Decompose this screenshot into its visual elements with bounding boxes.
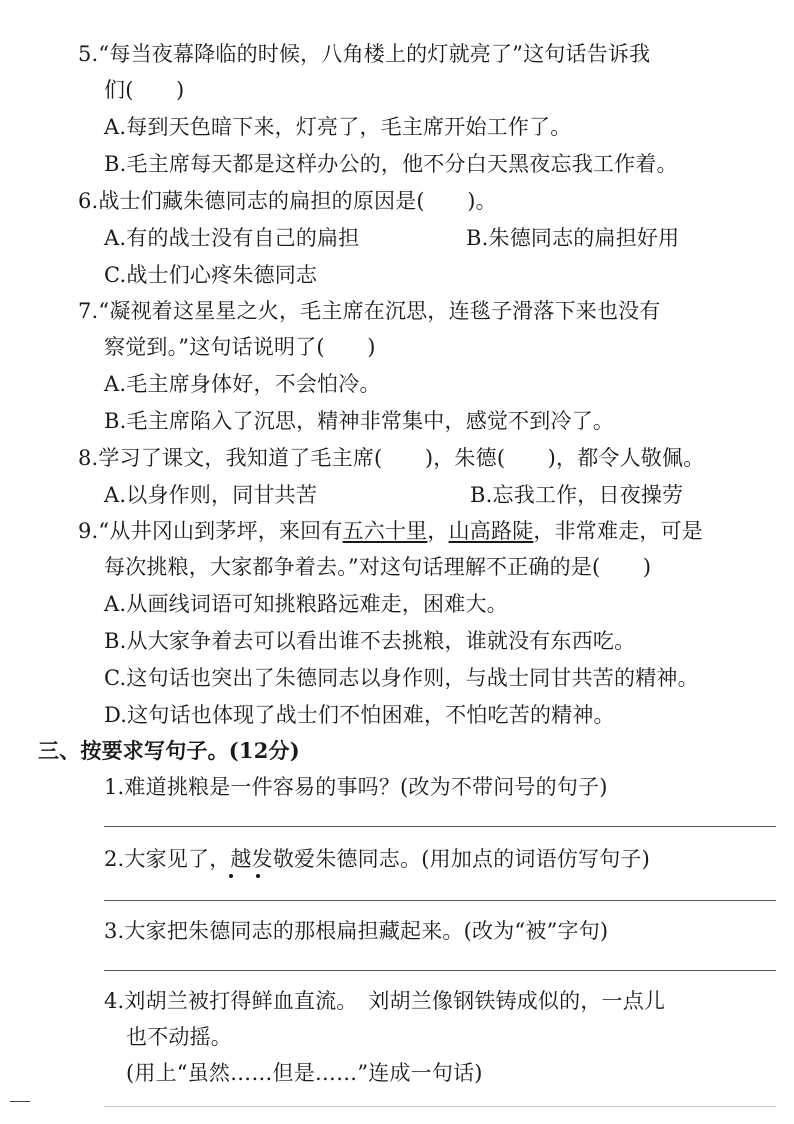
- q6-stem: 6.战士们藏朱德同志的扁担的原因是( )。: [78, 189, 497, 213]
- s3-q3-answer-line: [104, 970, 776, 971]
- emphasis-dot: [256, 874, 260, 878]
- q9-text-c: ，非常难走，可是: [533, 519, 704, 543]
- q5-option-a: A.每到天色暗下来，灯亮了，毛主席开始工作了。: [104, 115, 572, 139]
- emphasis-dot: [229, 874, 233, 878]
- s3-q1: 1.难道挑粮是一件容易的事吗？(改为不带问号的句子): [104, 775, 608, 799]
- s3-q1-answer-line: [104, 826, 776, 827]
- q6-option-a: A.有的战士没有自己的扁担: [104, 226, 360, 250]
- s3-q4-instruction: (用上“虽然……但是……”连成一句话): [126, 1061, 483, 1085]
- q9-stem-line2: 每次挑粮，大家都争着去。”对这句话理解不正确的是( ): [104, 555, 652, 579]
- q7-stem-line1: 7.“凝视着这星星之火，毛主席在沉思，连毯子滑落下来也没有: [78, 299, 661, 323]
- q9-underlined-phrase-2: 山高路陡: [448, 519, 534, 543]
- q7-option-b: B.毛主席陷入了沉思，精神非常集中，感觉不到冷了。: [104, 409, 615, 433]
- s3-q2: 2.大家见了，越发敬爱朱德同志。(用加点的词语仿写句子): [104, 847, 651, 871]
- q9-text-b: ，: [427, 519, 449, 543]
- q8-option-b: B.忘我工作，日夜操劳: [470, 483, 684, 507]
- s3-q2-answer-line: [104, 900, 776, 901]
- q9-option-d: D.这句话也体现了战士们不怕困难，不怕吃苦的精神。: [104, 703, 615, 727]
- s3-q4-line2: 也不动摇。: [126, 1025, 232, 1049]
- q7-stem-line2: 察觉到。”这句话说明了( ): [104, 335, 376, 359]
- s3-q4-answer-line: [104, 1106, 776, 1107]
- q9-option-c: C.这句话也突出了朱德同志以身作则，与战士同甘共苦的精神。: [104, 666, 699, 690]
- margin-mark: [10, 1101, 30, 1102]
- q6-option-c: C.战士们心疼朱德同志: [104, 263, 318, 287]
- q5-stem-line2: 们( ): [104, 78, 185, 102]
- q9-stem-line1: [78, 517, 703, 545]
- q5-option-b: B.毛主席每天都是这样办公的，他不分白天黑夜忘我工作着。: [104, 152, 678, 176]
- s3-q4-line1: 4.刘胡兰被打得鲜血直流。 刘胡兰像钢铁铸成似的，一点儿: [104, 989, 666, 1013]
- q8-stem: 8.学习了课文，我知道了毛主席( )，朱德( )，都令人敬佩。: [78, 446, 705, 470]
- q9-option-a: A.从画线词语可知挑粮路远难走，困难大。: [104, 592, 508, 616]
- q5-stem-line1: 5.“每当夜幕降临的时候，八角楼上的灯就亮了”这句话告诉我: [78, 42, 651, 66]
- s3-q3: 3.大家把朱德同志的那根扁担藏起来。(改为“被”字句): [104, 919, 609, 943]
- q9-text-a: 9.“从井冈山到茅坪，来回有: [78, 519, 343, 543]
- q7-option-a: A.毛主席身体好，不会怕冷。: [104, 372, 381, 396]
- q8-option-a: A.以身作则，同甘共苦: [104, 483, 318, 507]
- q9-underlined-phrase-1: 五六十里: [342, 519, 428, 543]
- q6-option-b: B.朱德同志的扁担好用: [466, 226, 680, 250]
- section3-title: 三、按要求写句子。(12分): [38, 738, 300, 763]
- q9-option-b: B.从大家争着去可以看出谁不去挑粮，谁就没有东西吃。: [104, 629, 636, 653]
